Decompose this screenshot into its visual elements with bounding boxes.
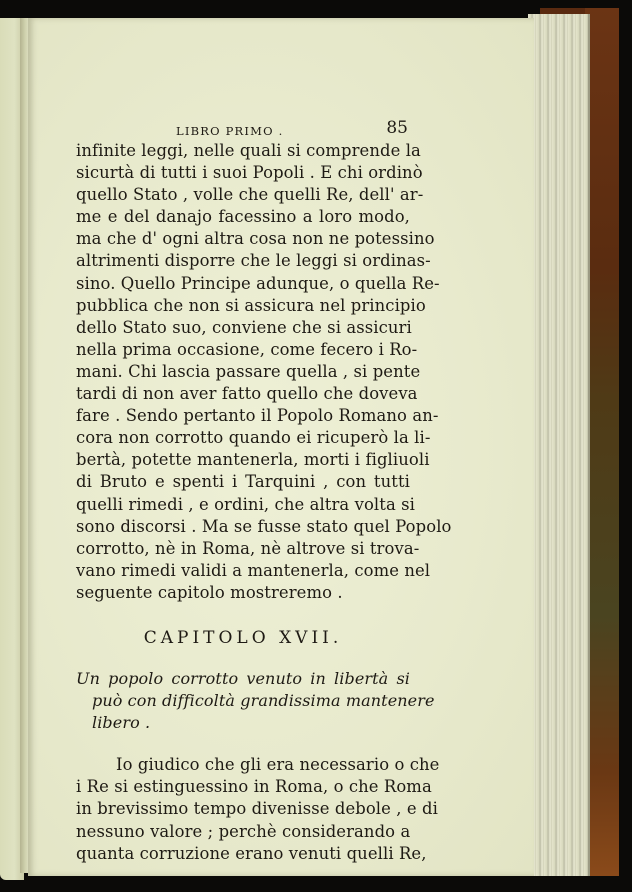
text-line: pubblica che non si assicura nel principio [76, 295, 426, 315]
text-line: tardi di non aver fatto quello che doveva [76, 384, 418, 404]
text-line: altrimenti disporre che le leggi si ordinas- [76, 251, 431, 271]
text-line: i Re si estinguessino in Roma, o che Roma [76, 777, 432, 797]
text-line: mani. Chi lascia passare quella , si pente [76, 361, 421, 381]
text-line: bertà, potette mantenerla, morti i figliuoli [76, 450, 430, 470]
text-line: infinite leggi, nelle quali si comprende la [76, 141, 421, 160]
text-line: quanta corruzione erano venuti quelli Re, [76, 843, 427, 863]
text-line: corrotto, nè in Roma, nè altrove si trova- [76, 538, 420, 558]
chapter-heading: CAPITOLO XVII. [143, 627, 343, 648]
text-line: nessuno valore ; perchè considerando a [76, 821, 411, 841]
text-line: quello Stato , volle che quelli Re, dell' ar- [76, 185, 424, 205]
text-block [76, 118, 452, 865]
running-head [76, 118, 410, 140]
summary-line: Un popolo corrotto venuto in libertà si [76, 668, 410, 688]
text-line: me e del danajo facessino a loro modo, [76, 207, 410, 227]
page-number: 85 [386, 118, 408, 138]
text-line: Io giudico che gli era necessario o che [116, 755, 440, 775]
book-page [28, 18, 534, 876]
text-line: fare . Sendo pertanto il Popolo Romano an- [76, 406, 439, 426]
summary-line: può con difficoltà grandissima mantenere [92, 691, 435, 711]
paragraph-1 [76, 140, 452, 604]
text-line: sono discorsi . Ma se fusse stato quel Popolo [76, 516, 452, 536]
page-stack-edges [528, 14, 590, 876]
book-cover-edge [585, 8, 619, 876]
text-line: seguente capitolo mostreremo . [76, 582, 343, 602]
running-head-title: LIBRO PRIMO . [176, 124, 284, 138]
summary-line: libero . [92, 713, 151, 733]
text-line: in brevissimo tempo divenisse debole , e di [76, 799, 438, 819]
text-line: ma che d' ogni altra cosa non ne potessino [76, 229, 435, 249]
paragraph-2 [76, 754, 440, 864]
text-line: di Bruto e spenti i Tarquini , con tutti [76, 472, 410, 492]
text-line: sino. Quello Principe adunque, o quella Re- [76, 273, 440, 293]
text-line: cora non corrotto quando ei ricuperò la li- [76, 428, 431, 448]
chapter-summary [76, 668, 435, 734]
text-line: sicurtà di tutti i suoi Popoli . E chi ordinò [76, 163, 423, 183]
text-line: nella prima occasione, come fecero i Ro- [76, 339, 418, 359]
text-line: vano rimedi validi a mantenerla, come nel [76, 560, 431, 580]
text-line: dello Stato suo, conviene che si assicuri [76, 317, 412, 337]
text-line: quelli rimedi , e ordini, che altra volta si [76, 494, 415, 514]
